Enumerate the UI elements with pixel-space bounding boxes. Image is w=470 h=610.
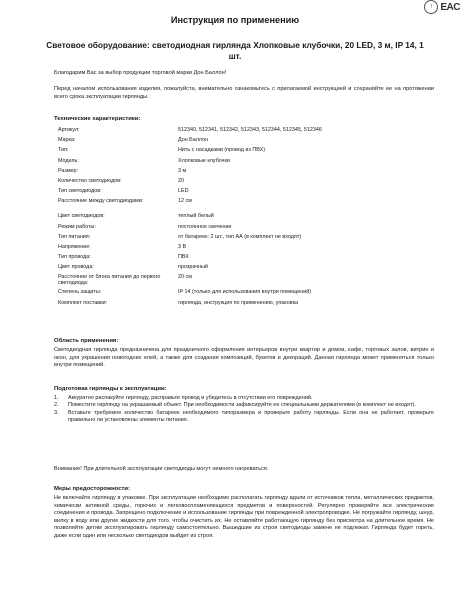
intro-warning-text: Перед началом использования изделия, пожалуйста, внимательно ознакомьтесь с прилагаемой инструкцией и сохраняйте ее на протяжении всего срока эксплуатации гирлянды.	[54, 86, 434, 100]
spec-row	[54, 128, 434, 138]
spec-key: Тип:	[58, 147, 69, 154]
spec-key: Комплект поставки:	[58, 299, 108, 306]
spec-row	[54, 214, 434, 224]
prep-list-item	[54, 402, 434, 409]
spec-key: Цвет светодиодов:	[58, 213, 105, 220]
spec-key: Тип светодиодов:	[58, 188, 102, 195]
product-title: Световое оборудование: светодиодная гирлянда Хлопковые клубочки, 20 LED, 3 м, IP 14, 1 шт.	[46, 40, 424, 61]
spec-key: Модель:	[58, 157, 79, 164]
spec-value: 20	[178, 177, 184, 184]
usage-heading: Область применения:	[54, 338, 119, 344]
spec-key: Артикул:	[58, 127, 80, 133]
spec-key: Тип провода:	[58, 254, 91, 261]
spec-row	[54, 159, 434, 169]
warning-circle-icon: !	[424, 0, 438, 14]
spec-key: Расстояние между светодиодами:	[58, 198, 144, 205]
spec-value: 3 В	[178, 243, 187, 250]
spec-value: теплый белый	[178, 213, 214, 220]
spec-value: от батареек: 2 шт., тип АА (в комплект не входят)	[178, 233, 302, 240]
prep-list	[54, 395, 434, 425]
spec-value: Дон Баллон	[178, 137, 209, 144]
spec-value: гирлянда, инструкция по применению, упаковка	[178, 299, 299, 306]
specs-table	[54, 128, 434, 311]
thanks-text: Благодарим Вас за выбор продукции торговой марки Дон Баллон!	[54, 70, 227, 76]
spec-key: Тип питания:	[58, 233, 91, 240]
spec-value: 12 см	[178, 198, 192, 205]
spec-key: Степень защиты:	[58, 289, 102, 296]
safety-text: Не включайте гирлянду в упаковке. При эксплуатации необходимо располагать гирлянду вдали от источников тепла, металлических предметов, химически активной среды, горючих и легковоспламеняющихся предметов и поверхностей. Регулярно проверяйте все электрические соединения и провода. Запрещено подключение и использование гирлянды при поврежденной электропроводке. Не погружайте гирлянду, шнур, вилку в воду или другие жидкости для того, чтобы очистить их. Не оставляйте работающую гирлянду без присмотра на длительное время. Не позволяйте детям эксплуатировать гирлянду самостоятельно. Вышедшие из строя светодиоды замене не подлежат. Гирлянда будет гореть, даже если один или несколько светодиодов выйдет из строя.	[54, 495, 434, 539]
prep-item-text: Аккуратно распакуйте гирлянду, расправьте провод и убедитесь в отсутствии его повреждений.	[68, 395, 313, 401]
spec-key: Размер:	[58, 167, 79, 174]
spec-key: Напряжение:	[58, 243, 91, 250]
prep-list-item	[54, 410, 434, 425]
spec-value: 512340, 512341, 512342, 512343, 512344, 512345, 512346	[178, 127, 322, 133]
spec-key: Расстояние от блока питания до первого светодиода:	[58, 274, 161, 287]
spec-key: Количество светодиодов:	[58, 177, 122, 184]
prep-item-text: Вставьте требуемое количество батареек необходимого типоразмера и проверьте работу гирлянды. Если она не работает, проверьте правильно ли установлены элементы питания.	[68, 409, 434, 424]
safety-heading: Меры предосторожности:	[54, 486, 130, 492]
spec-row	[54, 235, 434, 245]
spec-value: Нить с насадками (провод из ПВХ)	[178, 147, 266, 154]
spec-key: Режим работы:	[58, 223, 96, 230]
spec-row	[54, 301, 434, 311]
spec-key: Цвет провода:	[58, 264, 94, 271]
spec-row	[54, 199, 434, 214]
spec-value: постоянное свечение	[178, 223, 232, 230]
spec-value: 20 см	[178, 274, 192, 281]
document-title: Инструкция по применению	[170, 15, 300, 25]
spec-row	[54, 245, 434, 255]
spec-value: Хлопковые клубочки	[178, 157, 230, 164]
prep-item-number: 2.	[54, 402, 59, 409]
spec-value: IP 14 (только для использования внутри помещений)	[178, 289, 312, 296]
certification-marks	[424, 0, 460, 14]
prep-item-number: 1.	[54, 395, 59, 401]
spec-row	[54, 255, 434, 265]
attention-text: Внимание! При длительной эксплуатации светодиоды могут немного нагреваться.	[54, 466, 269, 472]
spec-value: LED	[178, 188, 189, 195]
specs-heading: Технические характеристики:	[54, 116, 141, 122]
prep-item-text: Поместите гирлянду на украшаемый объект. При необходимости зафиксируйте ее специальными держателями (в комплект не входят).	[68, 402, 416, 409]
spec-key: Марка:	[58, 137, 76, 144]
spec-value: 3 м	[178, 167, 187, 174]
spec-value: прозрачный	[178, 264, 208, 271]
prep-item-number: 3.	[54, 409, 59, 416]
spec-value: ПВХ	[178, 254, 189, 261]
prep-heading: Подготовка гирлянды к эксплуатации:	[54, 386, 167, 392]
usage-text: Светодиодная гирлянда предназначена для праздничного оформления интерьеров внутри квартир и домов, кафе, торговых залов, витрин и окон, для украшения новогодних елей, а также для создания композиций, букетов и декораций. Данная гирлянда может применяться только внутри помещений.	[54, 347, 434, 369]
spec-row	[54, 179, 434, 189]
spec-row	[54, 148, 434, 158]
eac-mark: EAC	[440, 1, 460, 13]
